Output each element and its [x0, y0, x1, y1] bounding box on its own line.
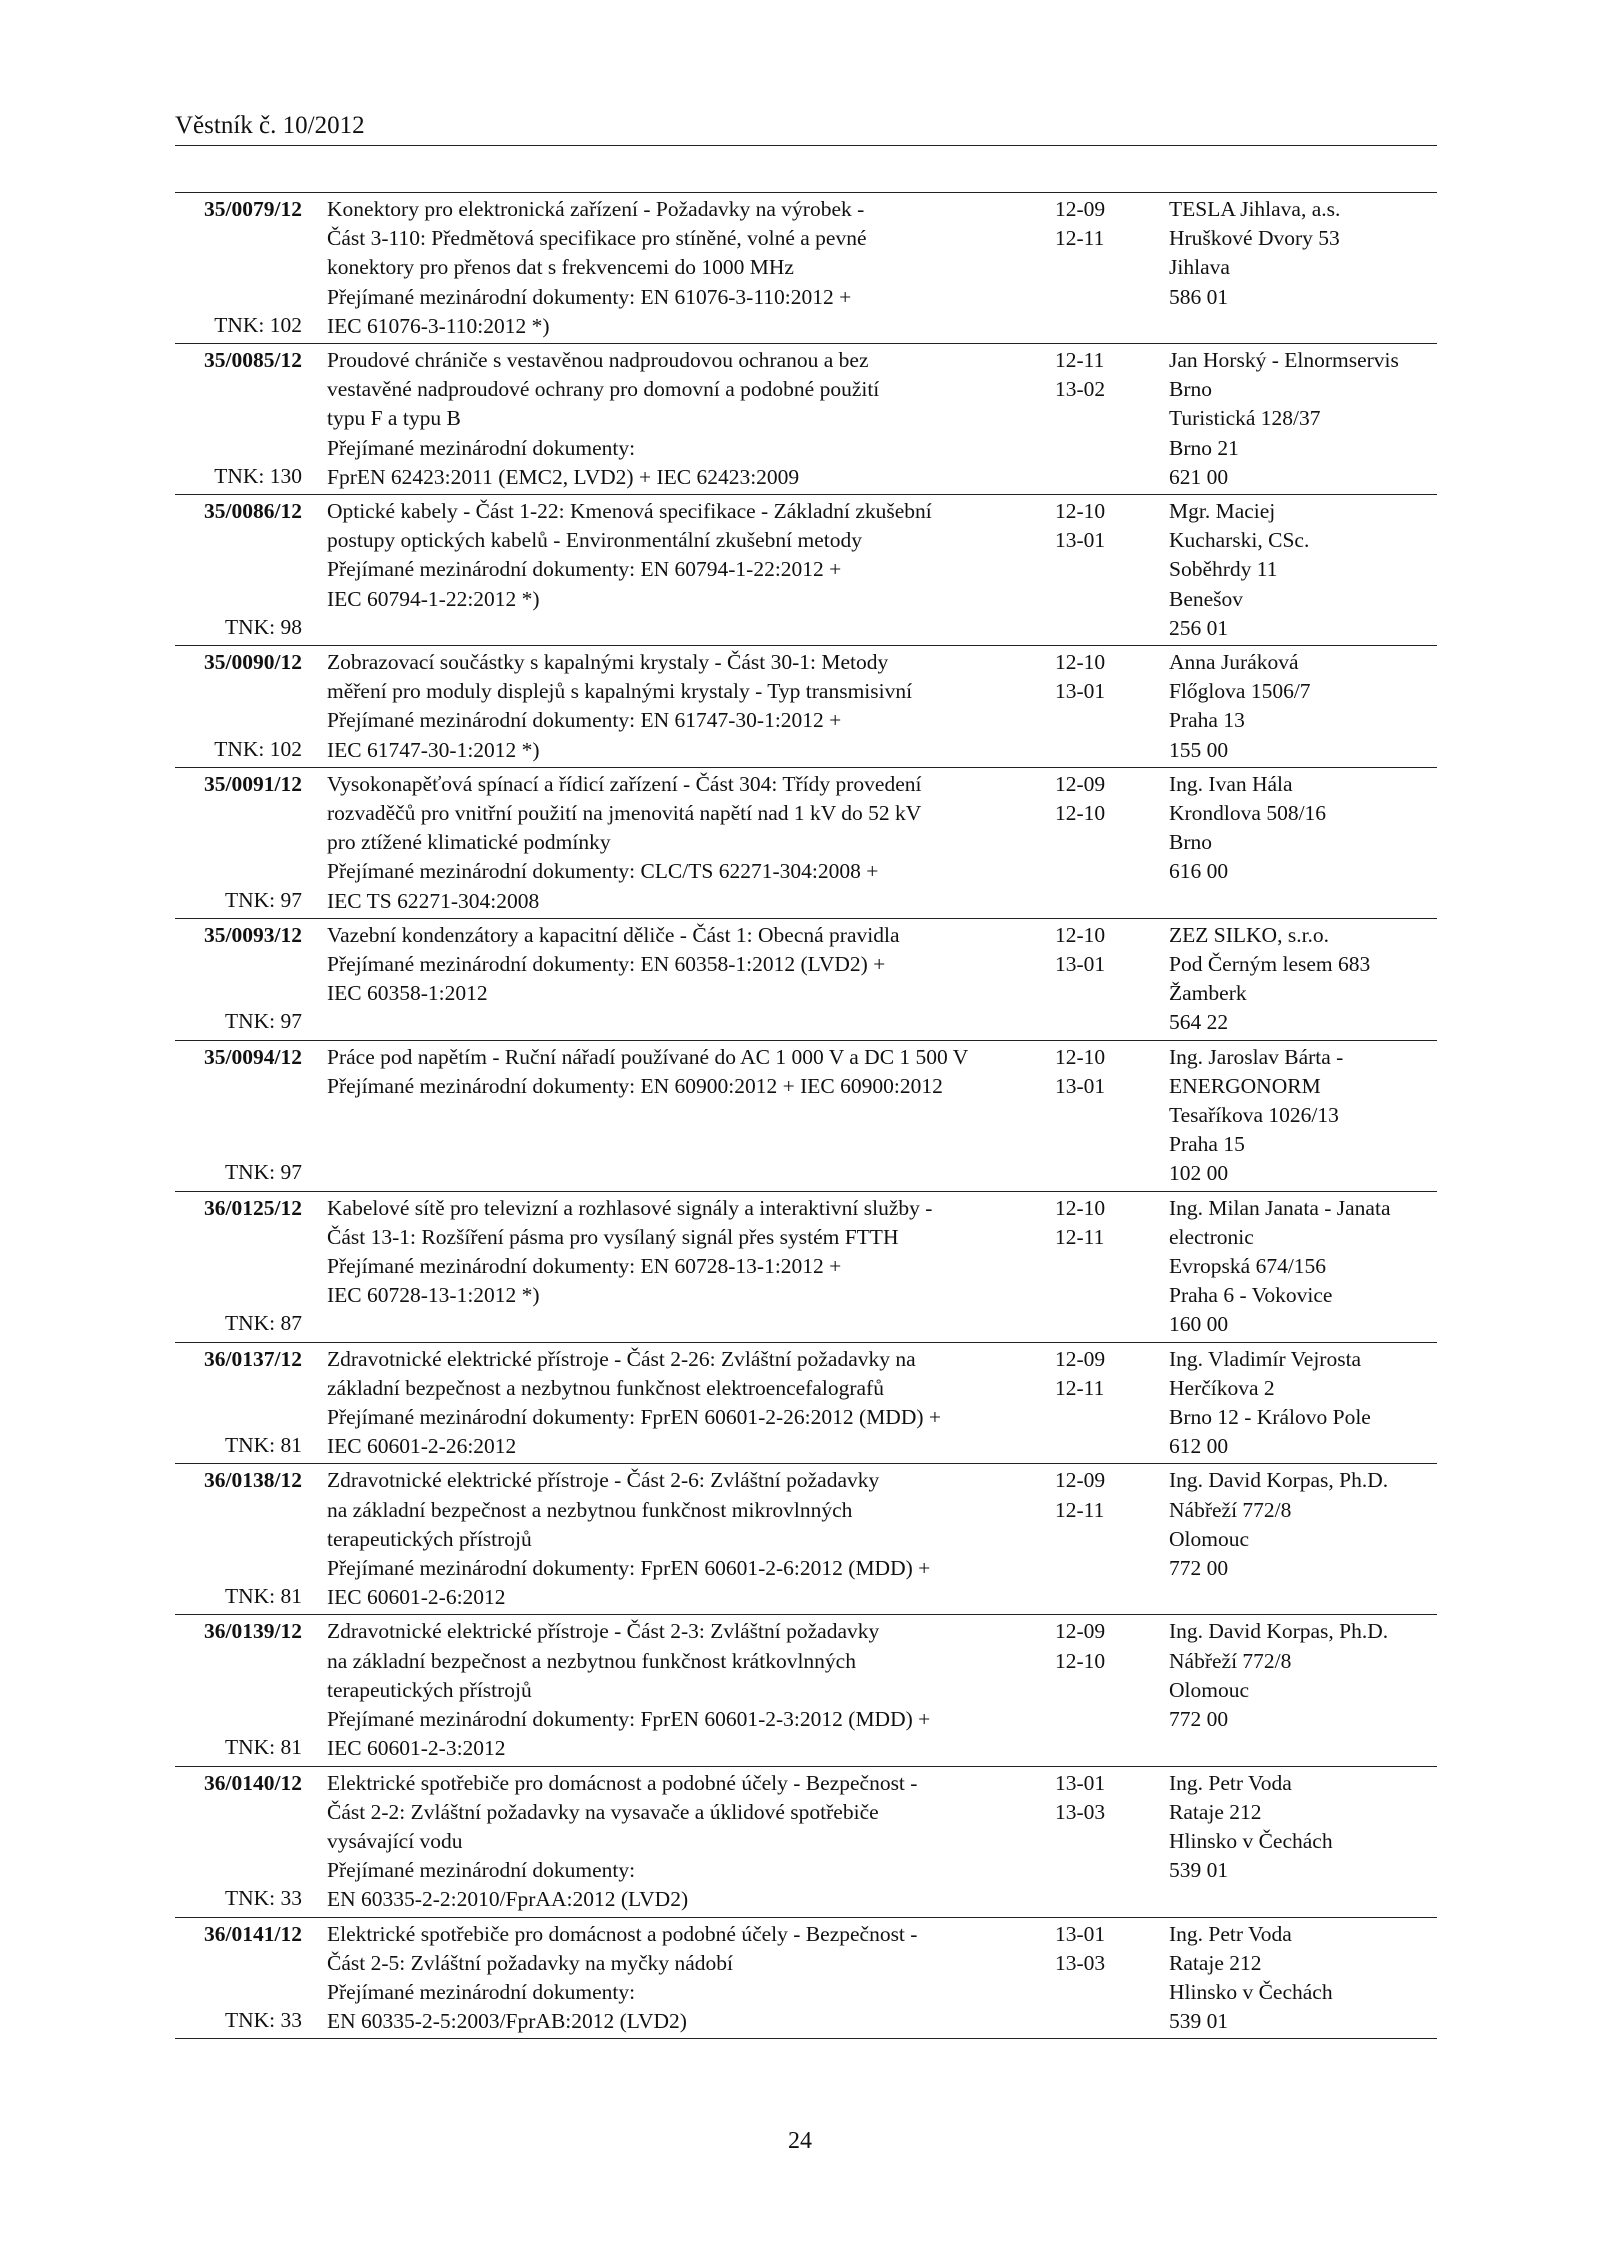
title-line: terapeutických přístrojů: [327, 1526, 532, 1551]
title-line: postupy optických kabelů - Environmentální zkušební metody: [327, 528, 863, 553]
title-line: Část 13-1: Rozšíření pásma pro vysílaný signál přes systém FTTH: [327, 1224, 899, 1249]
date-line: 12-11: [1055, 1375, 1105, 1400]
entry-tnk: TNK: 97: [224, 1160, 302, 1185]
entry-processor-address: [1169, 921, 1437, 1038]
title-line: Přejímané mezinárodní dokumenty: EN 60794-1-22:2012 +: [327, 557, 842, 582]
title-line: Část 2-2: Zvláštní požadavky na vysavače a úklidové spotřebiče: [327, 1799, 879, 1824]
entry-tnk: TNK: 87: [224, 1311, 302, 1336]
address-line: Olomouc: [1169, 1526, 1250, 1551]
date-line: 13-01: [1055, 1921, 1106, 1946]
title-line: Vazební kondenzátory a kapacitní děliče - Část 1: Obecná pravidla: [327, 922, 900, 947]
entry-title: [327, 1466, 1042, 1612]
entry-processor-address: [1169, 1617, 1437, 1734]
address-line: Hlinsko v Čechách: [1169, 1828, 1333, 1853]
title-line: FprEN 62423:2011 (EMC2, LVD2) + IEC 62423:2009: [327, 464, 800, 489]
address-line: Brno 21: [1169, 435, 1239, 460]
address-line: Praha 15: [1169, 1132, 1245, 1157]
entry-dates: [1055, 648, 1135, 706]
date-line: 12-10: [1055, 650, 1106, 675]
address-line: 102 00: [1169, 1161, 1229, 1186]
table-row: [175, 1767, 1437, 1918]
title-line: Přejímané mezinárodní dokumenty: FprEN 60601-2-26:2012 (MDD) +: [327, 1405, 942, 1430]
entry-id: 35/0085/12: [204, 348, 302, 373]
entry-dates: [1055, 1466, 1135, 1524]
entry-dates: [1055, 346, 1135, 404]
address-line: Kucharski, CSc.: [1169, 528, 1310, 553]
date-line: 12-10: [1055, 499, 1106, 524]
table-row: [175, 768, 1437, 919]
entry-tnk: TNK: 98: [224, 614, 302, 639]
title-line: Elektrické spotřebiče pro domácnost a podobné účely - Bezpečnost -: [327, 1770, 918, 1795]
entry-dates: [1055, 1194, 1135, 1252]
address-line: Rataje 212: [1169, 1799, 1262, 1824]
date-line: 13-01: [1055, 528, 1106, 553]
title-line: Elektrické spotřebiče pro domácnost a podobné účely - Bezpečnost -: [327, 1921, 918, 1946]
date-line: 12-11: [1055, 1497, 1105, 1522]
entry-processor-address: [1169, 1920, 1437, 2037]
entry-title: [327, 1043, 1042, 1101]
entry-tnk: TNK: 81: [224, 1584, 302, 1609]
address-line: 539 01: [1169, 1858, 1229, 1883]
title-line: rozvaděčů pro vnitřní použití na jmenovitá napětí nad 1 kV do 52 kV: [327, 801, 922, 826]
entry-dates: [1055, 1043, 1135, 1101]
title-line: Přejímané mezinárodní dokumenty:: [327, 1979, 636, 2004]
title-line: Zobrazovací součástky s kapalnými krystaly - Část 30-1: Metody: [327, 650, 889, 675]
date-line: 13-03: [1055, 1950, 1106, 1975]
date-line: 13-02: [1055, 377, 1106, 402]
title-line: Zdravotnické elektrické přístroje - Část 2-3: Zvláštní požadavky: [327, 1619, 880, 1644]
entry-dates: [1055, 1920, 1135, 1978]
entry-dates: [1055, 1769, 1135, 1827]
date-line: 12-09: [1055, 1468, 1106, 1493]
entry-title: [327, 1617, 1042, 1763]
title-line: Přejímané mezinárodní dokumenty:: [327, 435, 636, 460]
title-line: Část 3-110: Předmětová specifikace pro stíněné, volné a pevné: [327, 226, 867, 251]
entry-processor-address: [1169, 346, 1437, 492]
standards-table: [175, 192, 1437, 2039]
address-line: Nábřeží 772/8: [1169, 1497, 1292, 1522]
date-line: 12-10: [1055, 1648, 1106, 1673]
date-line: 12-09: [1055, 1346, 1106, 1371]
table-row: [175, 344, 1437, 495]
title-line: měření pro moduly displejů s kapalnými krystaly - Typ transmisivní: [327, 679, 913, 704]
address-line: Rataje 212: [1169, 1950, 1262, 1975]
address-line: Žamberk: [1169, 981, 1247, 1006]
entry-dates: [1055, 195, 1135, 253]
address-line: Evropská 674/156: [1169, 1254, 1327, 1279]
title-line: Kabelové sítě pro televizní a rozhlasové signály a interaktivní služby -: [327, 1195, 933, 1220]
title-line: základní bezpečnost a nezbytnou funkčnost elektroencefalografů: [327, 1375, 884, 1400]
entry-tnk: TNK: 97: [224, 887, 302, 912]
entry-title: [327, 648, 1042, 765]
entry-id: 35/0091/12: [204, 771, 302, 796]
title-line: Optické kabely - Část 1-22: Kmenová specifikace - Základní zkušební: [327, 499, 932, 524]
entry-id: 36/0141/12: [204, 1921, 302, 1946]
address-line: Krondlova 508/16: [1169, 801, 1327, 826]
entry-title: [327, 497, 1042, 614]
entry-tnk: TNK: 81: [224, 1735, 302, 1760]
title-line: IEC 60358-1:2012: [327, 981, 488, 1006]
address-line: 539 01: [1169, 2009, 1229, 2034]
address-line: Praha 6 - Vokovice: [1169, 1283, 1333, 1308]
entry-tnk: TNK: 33: [224, 2008, 302, 2033]
date-line: 12-10: [1055, 1044, 1106, 1069]
address-line: 772 00: [1169, 1556, 1229, 1581]
entry-processor-address: [1169, 770, 1437, 887]
title-line: IEC 61747-30-1:2012 *): [327, 737, 540, 762]
page-header-title: Věstník č. 10/2012: [175, 112, 365, 139]
address-line: Herčíkova 2: [1169, 1375, 1275, 1400]
entry-id: 36/0125/12: [204, 1195, 302, 1220]
title-line: Přejímané mezinárodní dokumenty: FprEN 60601-2-6:2012 (MDD) +: [327, 1556, 931, 1581]
date-line: 12-11: [1055, 226, 1105, 251]
entry-id: 35/0090/12: [204, 650, 302, 675]
title-line: IEC 61076-3-110:2012 *): [327, 313, 550, 338]
address-line: 256 01: [1169, 615, 1229, 640]
entry-tnk: TNK: 81: [224, 1433, 302, 1458]
title-line: Vysokonapěťová spínací a řídicí zařízení - Část 304: Třídy provedení: [327, 771, 922, 796]
entry-dates: [1055, 1617, 1135, 1675]
address-line: Ing. Ivan Hála: [1169, 771, 1293, 796]
date-line: 12-11: [1055, 1224, 1105, 1249]
address-line: Tesaříkova 1026/13: [1169, 1103, 1339, 1128]
entry-tnk: TNK: 33: [224, 1886, 302, 1911]
title-line: Přejímané mezinárodní dokumenty:: [327, 1858, 636, 1883]
address-line: Mgr. Maciej: [1169, 499, 1276, 524]
date-line: 12-10: [1055, 922, 1106, 947]
title-line: Přejímané mezinárodní dokumenty: EN 60358-1:2012 (LVD2) +: [327, 952, 886, 977]
address-line: Flőglova 1506/7: [1169, 679, 1311, 704]
title-line: Přejímané mezinárodní dokumenty: EN 60728-13-1:2012 +: [327, 1254, 842, 1279]
address-line: Brno: [1169, 830, 1212, 855]
address-line: 621 00: [1169, 464, 1229, 489]
entry-processor-address: [1169, 648, 1437, 765]
title-line: IEC 60601-2-3:2012: [327, 1736, 506, 1761]
title-line: Přejímané mezinárodní dokumenty: EN 61076-3-110:2012 +: [327, 284, 852, 309]
entry-tnk: TNK: 102: [214, 736, 302, 761]
address-line: Benešov: [1169, 586, 1244, 611]
address-line: Brno 12 - Královo Pole: [1169, 1405, 1371, 1430]
entry-id: 36/0138/12: [204, 1468, 302, 1493]
entry-tnk: TNK: 102: [214, 312, 302, 337]
address-line: Olomouc: [1169, 1677, 1250, 1702]
table-row: [175, 1343, 1437, 1465]
address-line: 160 00: [1169, 1312, 1229, 1337]
address-line: Pod Černým lesem 683: [1169, 952, 1371, 977]
address-line: Soběhrdy 11: [1169, 557, 1278, 582]
title-line: Přejímané mezinárodní dokumenty: EN 61747-30-1:2012 +: [327, 708, 842, 733]
title-line: Proudové chrániče s vestavěnou nadproudovou ochranou a bez: [327, 348, 869, 373]
address-line: Ing. Milan Janata - Janata: [1169, 1195, 1391, 1220]
title-line: na základní bezpečnost a nezbytnou funkčnost mikrovlnných: [327, 1497, 853, 1522]
entry-id: 35/0079/12: [204, 197, 302, 221]
address-line: Ing. Petr Voda: [1169, 1921, 1292, 1946]
entry-dates: [1055, 770, 1135, 828]
address-line: Jihlava: [1169, 255, 1230, 280]
date-line: 13-03: [1055, 1799, 1106, 1824]
address-line: Nábřeží 772/8: [1169, 1648, 1292, 1673]
table-row: [175, 1918, 1437, 2040]
entry-id: 35/0086/12: [204, 499, 302, 524]
date-line: 13-01: [1055, 1073, 1106, 1098]
table-row: [175, 1464, 1437, 1615]
entry-processor-address: [1169, 1466, 1437, 1583]
entry-id: 35/0093/12: [204, 922, 302, 947]
table-row: [175, 646, 1437, 768]
address-line: Jan Horský - Elnormservis: [1169, 348, 1399, 373]
date-line: 13-01: [1055, 1770, 1106, 1795]
entry-title: [327, 195, 1042, 341]
address-line: 772 00: [1169, 1707, 1229, 1732]
address-line: Hlinsko v Čechách: [1169, 1979, 1333, 2004]
table-row: [175, 495, 1437, 646]
entry-title: [327, 1769, 1042, 1915]
address-line: electronic: [1169, 1224, 1254, 1249]
title-line: Přejímané mezinárodní dokumenty: CLC/TS 62271-304:2008 +: [327, 859, 879, 884]
entry-processor-address: [1169, 1043, 1437, 1189]
entry-dates: [1055, 497, 1135, 555]
address-line: 586 01: [1169, 284, 1229, 309]
entry-dates: [1055, 1345, 1135, 1403]
title-line: vysávající vodu: [327, 1828, 463, 1853]
entry-processor-address: [1169, 1194, 1437, 1340]
address-line: Ing. David Korpas, Ph.D.: [1169, 1619, 1389, 1644]
entry-tnk: TNK: 97: [224, 1009, 302, 1034]
address-line: ZEZ SILKO, s.r.o.: [1169, 922, 1330, 947]
title-line: Zdravotnické elektrické přístroje - Část 2-26: Zvláštní požadavky na: [327, 1346, 916, 1371]
entry-title: [327, 1194, 1042, 1311]
title-line: Část 2-5: Zvláštní požadavky na myčky nádobí: [327, 1950, 734, 1975]
title-line: EN 60335-2-5:2003/FprAB:2012 (LVD2): [327, 2009, 687, 2034]
table-row: [175, 1041, 1437, 1192]
entry-processor-address: [1169, 1345, 1437, 1462]
entry-title: [327, 346, 1042, 492]
address-line: Anna Juráková: [1169, 650, 1299, 675]
date-line: 12-09: [1055, 771, 1106, 796]
entry-dates: [1055, 921, 1135, 979]
address-line: Ing. Vladimír Vejrosta: [1169, 1346, 1362, 1371]
address-line: Ing. Petr Voda: [1169, 1770, 1292, 1795]
entry-id: 36/0139/12: [204, 1619, 302, 1644]
table-row: [175, 193, 1437, 344]
entry-title: [327, 1345, 1042, 1462]
entry-id: 36/0140/12: [204, 1770, 302, 1795]
title-line: IEC 60601-2-26:2012: [327, 1434, 517, 1459]
title-line: IEC TS 62271-304:2008: [327, 888, 540, 913]
title-line: na základní bezpečnost a nezbytnou funkčnost krátkovlnných: [327, 1648, 856, 1673]
page-number: 24: [788, 2128, 812, 2154]
title-line: IEC 60728-13-1:2012 *): [327, 1283, 540, 1308]
address-line: Hruškové Dvory 53: [1169, 226, 1340, 251]
title-line: EN 60335-2-2:2010/FprAA:2012 (LVD2): [327, 1887, 689, 1912]
entry-id: 35/0094/12: [204, 1044, 302, 1069]
entry-title: [327, 1920, 1042, 2037]
title-line: vestavěné nadproudové ochrany pro domovní a podobné použití: [327, 377, 880, 402]
date-line: 12-10: [1055, 801, 1106, 826]
title-line: konektory pro přenos dat s frekvencemi do 1000 MHz: [327, 255, 794, 280]
title-line: terapeutických přístrojů: [327, 1677, 532, 1702]
address-line: ENERGONORM: [1169, 1073, 1321, 1098]
address-line: Turistická 128/37: [1169, 406, 1321, 431]
date-line: 12-09: [1055, 1619, 1106, 1644]
address-line: 155 00: [1169, 737, 1229, 762]
address-line: 612 00: [1169, 1434, 1229, 1459]
entry-processor-address: [1169, 497, 1437, 643]
entry-title: [327, 770, 1042, 916]
table-row: [175, 1192, 1437, 1343]
address-line: TESLA Jihlava, a.s.: [1169, 197, 1341, 221]
entry-processor-address: [1169, 1769, 1437, 1886]
address-line: 564 22: [1169, 1010, 1229, 1035]
address-line: Ing. Jaroslav Bárta -: [1169, 1044, 1344, 1069]
address-line: 616 00: [1169, 859, 1229, 884]
header-divider: [175, 145, 1437, 146]
entry-id: 36/0137/12: [204, 1346, 302, 1371]
address-line: Brno: [1169, 377, 1212, 402]
date-line: 13-01: [1055, 952, 1106, 977]
address-line: Praha 13: [1169, 708, 1245, 733]
title-line: IEC 60601-2-6:2012: [327, 1585, 506, 1610]
date-line: 12-09: [1055, 197, 1106, 221]
date-line: 12-11: [1055, 348, 1105, 373]
entry-title: [327, 921, 1042, 1009]
table-row: [175, 919, 1437, 1041]
title-line: Zdravotnické elektrické přístroje - Část 2-6: Zvláštní požadavky: [327, 1468, 880, 1493]
date-line: 13-01: [1055, 679, 1106, 704]
title-line: Přejímané mezinárodní dokumenty: FprEN 60601-2-3:2012 (MDD) +: [327, 1707, 931, 1732]
address-line: Ing. David Korpas, Ph.D.: [1169, 1468, 1389, 1493]
table-row: [175, 1615, 1437, 1766]
entry-tnk: TNK: 130: [214, 463, 302, 488]
title-line: IEC 60794-1-22:2012 *): [327, 586, 540, 611]
title-line: Konektory pro elektronická zařízení - Požadavky na výrobek -: [327, 197, 865, 221]
entry-processor-address: [1169, 195, 1437, 312]
title-line: typu F a typu B: [327, 406, 461, 431]
title-line: pro ztížené klimatické podmínky: [327, 830, 611, 855]
title-line: Práce pod napětím - Ruční nářadí používané do AC 1 000 V a DC 1 500 V: [327, 1044, 969, 1069]
date-line: 12-10: [1055, 1195, 1106, 1220]
title-line: Přejímané mezinárodní dokumenty: EN 60900:2012 + IEC 60900:2012: [327, 1073, 943, 1098]
